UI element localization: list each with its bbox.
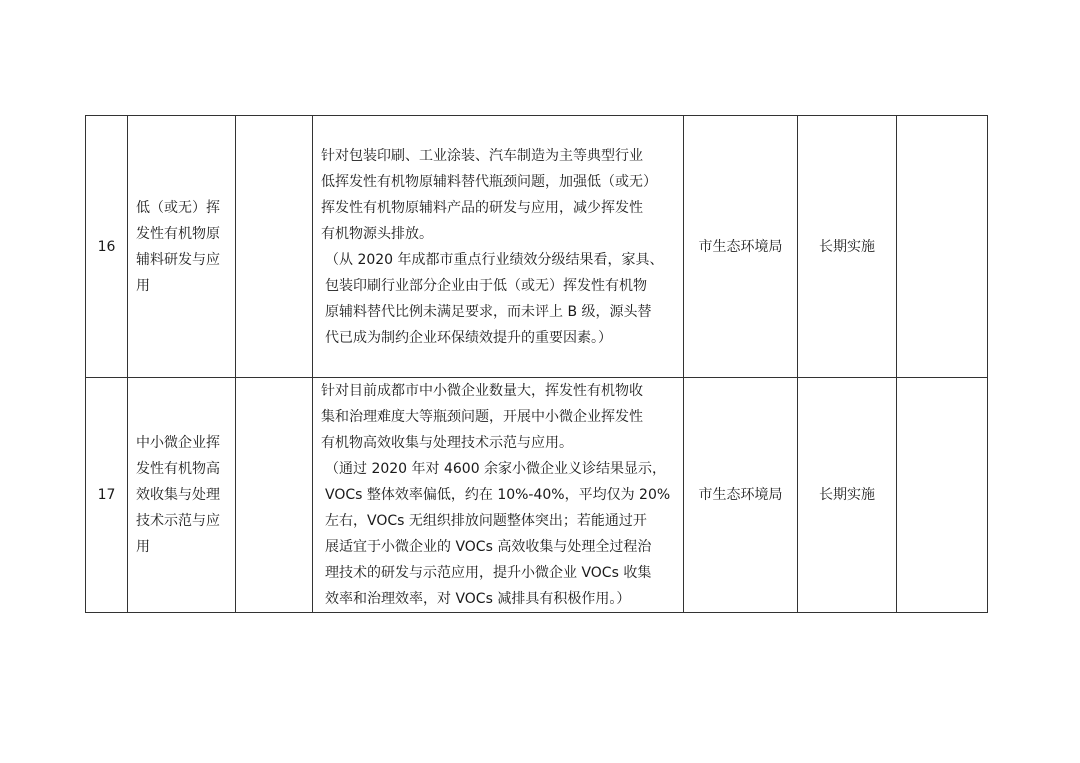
empty-cell <box>236 116 313 378</box>
task-table <box>85 115 988 613</box>
project-name: 中小微企业挥 发性有机物高 效收集与处理 技术示范与应 用 <box>136 435 220 555</box>
row-number: 17 <box>97 487 116 503</box>
department: 市生态环境局 <box>698 238 783 255</box>
content-note: （通过 2020 年对 4600 余家小微企业义诊结果显示， VOCs 整体效率偏低，约在 10%-40%，平均仅为 20% 左右，VOCs 无组织排放问题整体突出；若能通过开 展适宜于小微企业的 VOCs 高效收集与处理全过程治 理技术的研发与示范应用，提升小微企业 VOCs 收集 效率和治理效率，对 VOCs 减排具有积极作用。） <box>325 461 671 607</box>
department-cell <box>684 116 798 378</box>
content-cell <box>313 116 684 378</box>
empty-cell <box>236 378 313 613</box>
department: 市生态环境局 <box>698 487 783 503</box>
project-name-cell <box>128 378 236 613</box>
empty-cell <box>897 378 988 613</box>
content-note: （从 2020 年成都市重点行业绩效分级结果看，家具、 包装印刷行业部分企业由于低（或无）挥发性有机物 原辅料替代比例未满足要求，而未评上 B 级，源头替 代已成为制约企业环保绩效提升的重要因素。） <box>325 251 664 346</box>
content-cell <box>313 378 684 613</box>
table-row <box>86 378 988 613</box>
content-main: 针对包装印刷、工业涂装、汽车制造为主等典型行业 低挥发性有机物原辅料替代瓶颈问题，加强低（或无） 挥发性有机物原辅料产品的研发与应用，减少挥发性 有机物源头排放。 <box>321 147 657 242</box>
empty-cell <box>897 116 988 378</box>
content-main: 针对目前成都市中小微企业数量大，挥发性有机物收 集和治理难度大等瓶颈问题，开展中小微企业挥发性 有机物高效收集与处理技术示范与应用。 <box>321 383 643 451</box>
row-number: 16 <box>97 238 116 255</box>
timeline-cell <box>798 116 897 378</box>
timeline: 长期实施 <box>819 238 875 255</box>
timeline: 长期实施 <box>819 487 875 503</box>
table-row <box>86 116 988 378</box>
project-name: 低（或无）挥 发性有机物原 辅料研发与应 用 <box>136 199 220 294</box>
project-name-cell <box>128 116 236 378</box>
timeline-cell <box>798 378 897 613</box>
row-number-cell <box>86 116 128 378</box>
department-cell <box>684 378 798 613</box>
row-number-cell <box>86 378 128 613</box>
